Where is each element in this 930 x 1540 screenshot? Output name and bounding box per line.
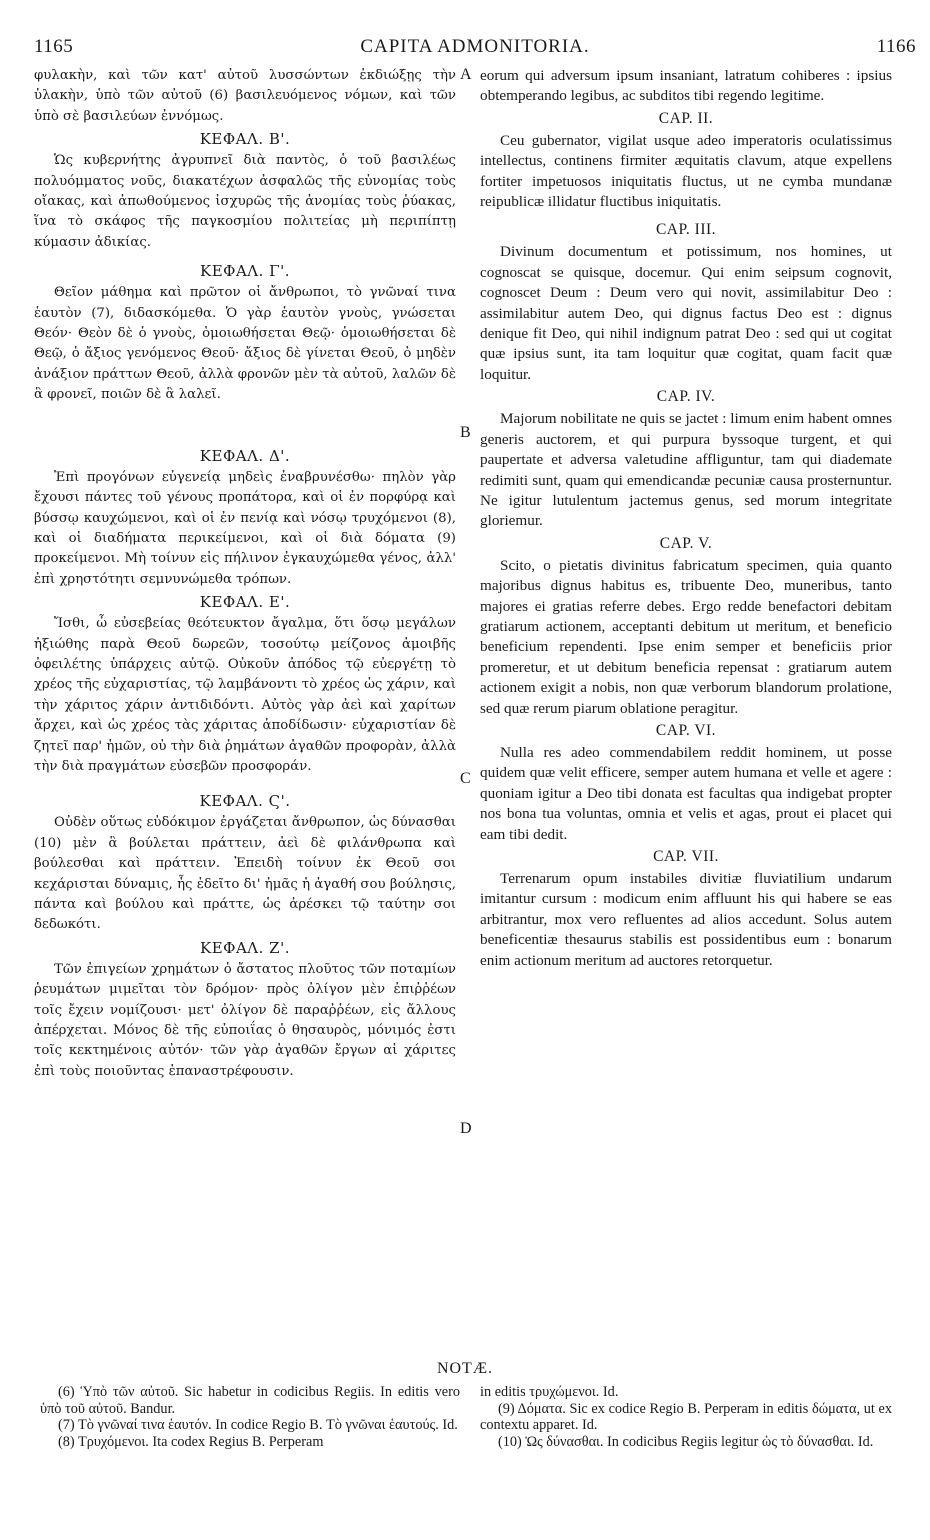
latin-intro: eorum qui adversum ipsum insaniant, latratum cohiberes : ipsius obtemperando legibus, ac subditos tibi regendo legitime.	[480, 67, 892, 105]
margin-marker-c: C	[460, 770, 471, 787]
note-10: (10) Ὡς δύνασθαι. In codicibus Regiis legitur ὡς τὸ δύνασθαι. Id.	[498, 1433, 874, 1450]
running-head	[34, 36, 916, 62]
page-number-right: 1166	[876, 36, 916, 57]
greek-intro: φυλακὴν, καὶ τῶν κατ' αὐτοῦ λυσσώντων ἐκδιώξῃς τὴν ὑλακὴν, ὑπὸ τῶν αὐτοῦ (6) βασιλευόμενος νόμων, καὶ τῶν ὑπὸ σὲ βασιλεύων ἐννόμως.	[34, 68, 456, 124]
page-number-left: 1165	[34, 36, 74, 57]
greek-heading-6: ΚΕΦΑΛ. Ϛ'.	[199, 792, 291, 811]
notes-heading: NOTÆ.	[436, 1360, 494, 1377]
greek-chapter-6: Οὐδὲν οὕτως εὐδόκιμον ἐργάζεται ἄνθρωπον, ὡς δύνασθαι (10) μὲν ἃ βούλεται πράττειν, ἀεὶ δὲ φιλάνθρωπα καὶ βούλεσθαι καὶ πράττειν. Ἐπειδὴ τοίνυν ἐκ Θεοῦ σοι κεχάρισται δύναμις, ἧς ἐδεῖτο δι' ἡμᾶς ἡ ἀγαθή σου βούλησις, πάντα καὶ βούλου καὶ πράττε, ὡς ἀρέσκει τῷ ταύτην σοι δεδωκότι.	[34, 815, 456, 933]
greek-heading-4: ΚΕΦΑΛ. Δ'.	[199, 446, 291, 465]
notes-left-column	[40, 1384, 460, 1450]
latin-heading-7: CAP. VII.	[653, 848, 719, 865]
margin-marker-a: A	[460, 66, 472, 83]
latin-chapter-2: Ceu gubernator, vigilat usque adeo imperatoris oculatissimus intellectus, continens firmiter æquitatis clavum, atque expellens fortiter impetuosos iniquitatis fluctus, ut ne cymba mundanæ reipublicæ illidatur fluctibus iniquitatis.	[480, 131, 892, 211]
notes-right-column	[480, 1384, 892, 1450]
latin-heading-3: CAP. III.	[655, 221, 717, 239]
greek-chapter-3: Θεῖον μάθημα καὶ πρῶτον οἱ ἄνθρωποι, τὸ γνῶναί τινα ἑαυτὸν (7), διδασκόμεθα. Ὁ γὰρ ἑαυτὸν γνοὺς, γνώσεται Θεόν· Θεὸν δὲ ὁ γνοὺς, ὁμοιωθήσεται Θεῷ· ὁμοιωθήσεται δὲ Θεῷ, ὁ ἄξιος γενόμενος Θεοῦ· ἄξιος δὲ γίνεται Θεοῦ, ὁ μηδὲν ἀνάξιον πράττων Θεοῦ, ἀλλὰ φρονῶν μὲν τὰ αὐτοῦ, λαλῶν δὲ ἃ φρονεῖ, ποιῶν δὲ ἃ λαλεῖ.	[34, 285, 456, 403]
greek-heading-3: ΚΕΦΑΛ. Γ'.	[200, 262, 290, 281]
latin-chapter-7: Terrenarum opum instabiles divitiæ fluviatilium undarum imitantur cursum : modicum enim affluunt his qui habere se eas arbitrantur, mox vero refluentes ad alios accedunt. Solus autem beneficentiæ thesaurus stabilis est possidentibus eum : bonarum enim actionum meritum ad auctores retorquetur.	[480, 870, 892, 969]
latin-column	[480, 66, 892, 971]
greek-chapter-4: Ἐπὶ προγόνων εὐγενείᾳ μηδεὶς ἐναβρυνέσθω· πηλὸν γὰρ ἔχουσι πάντες τοῦ γένους προπάτορα, καὶ οἱ ἐν πορφύρᾳ καὶ βύσσῳ καυχώμενοι, καὶ οἱ ἐν πενίᾳ καὶ νόσῳ τρυχόμενοι (8), καὶ οἱ διαδήματα περικείμενοι, καὶ οἱ διὰ δόματα (9) προκείμενοι. Μὴ τοίνυν εἰς πήλινον ἐγκαυχώμεθα γένος, ἀλλ' ἐπὶ χρηστότητι σεμνυνώμεθα τρόπων.	[34, 469, 456, 587]
note-8: (8) Τρυχόμενοι. Ita codex Regius B. Perperam	[58, 1433, 324, 1450]
latin-heading-4: CAP. IV.	[656, 388, 716, 406]
greek-chapter-7: Τῶν ἐπιγείων χρημάτων ὁ ἄστατος πλοῦτος τῶν ποταμίων ῥευμάτων μιμεῖται τὸν δρόμον· πρὸς ὀλίγον μὲν ἐπιῤῥέων τοῖς ἔχειν νομίζουσι· μετ' ὀλίγον δὲ παραῤῥέων, εἰς ἄλλους ἀπέρχεται. Μόνος δὲ τῆς εὐποιΐας ὁ θησαυρὸς, μόνιμός ἐστι τοῖς κεκτημένοις αὐτόν· τῶν γὰρ ἀγαθῶν ἔργων αἱ χάριτες ἐπὶ τοὺς ποιοῦντας ἐπαναστρέφουσιν.	[34, 961, 456, 1079]
greek-heading-7: ΚΕΦΑΛ. Ζ'.	[200, 938, 290, 957]
greek-chapter-5: Ἴσθι, ὦ εὐσεβείας θεότευκτον ἄγαλμα, ὅτι ὅσῳ μεγάλων ἠξιώθης παρὰ Θεοῦ δωρεῶν, τοσούτῳ μείζονος ἀμοιβῆς ὀφειλέτης ὑπάρχεις αὐτῷ. Οὐκοῦν ἀπόδος τῷ εὐεργέτῃ τὸ χρέος τῆς εὐχαριστίας, τῷ λαμβάνοντι τὸ χρέος ὡς χάριν, καὶ τὴν χάριτος χάριν ἀντιδιδόντι. Αὐτὸς γὰρ ἀεὶ καὶ χαρίτων ἄρχει, καὶ ὡς χρέος τὰς χάριτας ἀποδίδωσιν· εὐχαριστίαν δὲ ζητεῖ παρ' ἡμῶν, οὐ τὴν διὰ ῥημάτων ἀγαθῶν προφορὰν, ἀλλὰ τὴν διὰ πραγμάτων εὐσεβῶν προσφοράν.	[34, 616, 456, 774]
greek-chapter-2: Ὡς κυβερνήτης ἀγρυπνεῖ διὰ παντὸς, ὁ τοῦ βασιλέως πολυόμματος νοῦς, διακατέχων ἀσφαλῶς τῆς εὐνομίας τοὺς οἴακας, καὶ ἀπωθούμενος ἰσχυρῶς τῆς ἀνομίας τοὺς ῥύακας, ἵνα τὸ σκάφος τῆς παγκοσμίου πολιτείας μὴ περιπίπτῃ κύμασιν ἀδικίας.	[34, 153, 456, 250]
note-6: (6) Ὑπὸ τῶν αὐτοῦ. Sic habetur in codicibus Regiis. In editis vero ὑπὸ τοῦ αὐτοῦ. Bandur.	[40, 1384, 460, 1417]
note-9: (9) Δόματα. Sic ex codice Regio B. Perperam in editis δώματα, ut ex contextu apparet. Id.	[480, 1400, 892, 1434]
latin-heading-5: CAP. V.	[659, 534, 713, 552]
latin-chapter-5: Scito, o pietatis divinitus fabricatum specimen, quia quanto majoribus dignus habitus es, tribuente Deo, muneribus, tanto majores ei gratias referre debes. Ergo redde benefactori debitam gratiarum actionem, acceptanti debitum ut meritum, et beneficio beneficium rependenti. Ipse enim semper et beneficiis prior promeretur, et ut debitum beneficia repensat : gratiarum autem actionem exigit a nobis, non quæ verborum blandorum prolatione, sed quæ rerum piarum oblatione peragitur.	[480, 556, 892, 717]
latin-heading-6: CAP. VI.	[655, 721, 717, 739]
greek-heading-2: ΚΕΦΑΛ. Β'.	[199, 130, 291, 149]
margin-marker-b: B	[460, 424, 471, 441]
latin-heading-2: CAP. II.	[658, 109, 714, 127]
margin-marker-d: D	[460, 1120, 472, 1137]
note-8-continued: in editis τρυχώμενοι. Id.	[480, 1384, 619, 1400]
latin-chapter-4: Majorum nobilitate ne quis se jactet : limum enim habent omnes generis auctorem, et qui purpura byssoque turgent, et qui paupertate et adversa valetudine affliguntur, tam qui diademate redimiti sunt, quam qui emendicandæ pecuniæ causa prosternuntur. Ne igitur lutulentum jactemus genus, sed morum integritate gloriemur.	[480, 410, 892, 530]
latin-chapter-6: Nulla res adeo commendabilem reddit hominem, ut posse quidem quæ velit efficere, semper autem humana et velle et agere : quoniam igitur a Deo tibi donata est facultas qua indigebat propter nos bona tua voluntas, omnia et velis et agas, prout ei placet qui eam tibi dedit.	[480, 743, 892, 843]
note-7: (7) Τὸ γνῶναί τινα ἑαυτόν. In codice Regio B. Τὸ γνῶναι ἑαυτούς. Id.	[58, 1417, 458, 1434]
greek-heading-5: ΚΕΦΑΛ. Ε'.	[199, 593, 291, 612]
latin-chapter-3: Divinum documentum et potissimum, nos homines, ut cognoscat se quisque, docemur. Qui enim seipsum cognovit, cognoscet Deum : Deum vero qui novit, assimilabitur Deo : assimilabitur autem Deo, qui dignus factus Deo est : dignus denique fit Deo, qui nihil indignum patrat Deo : sed qui ut cogitat quæ ipsius sunt, ita tam loquitur quæ cogitat, quam facit quæ loquitur.	[480, 243, 892, 383]
greek-column	[34, 66, 456, 1082]
running-title: CAPITA ADMONITORIA.	[360, 36, 590, 57]
